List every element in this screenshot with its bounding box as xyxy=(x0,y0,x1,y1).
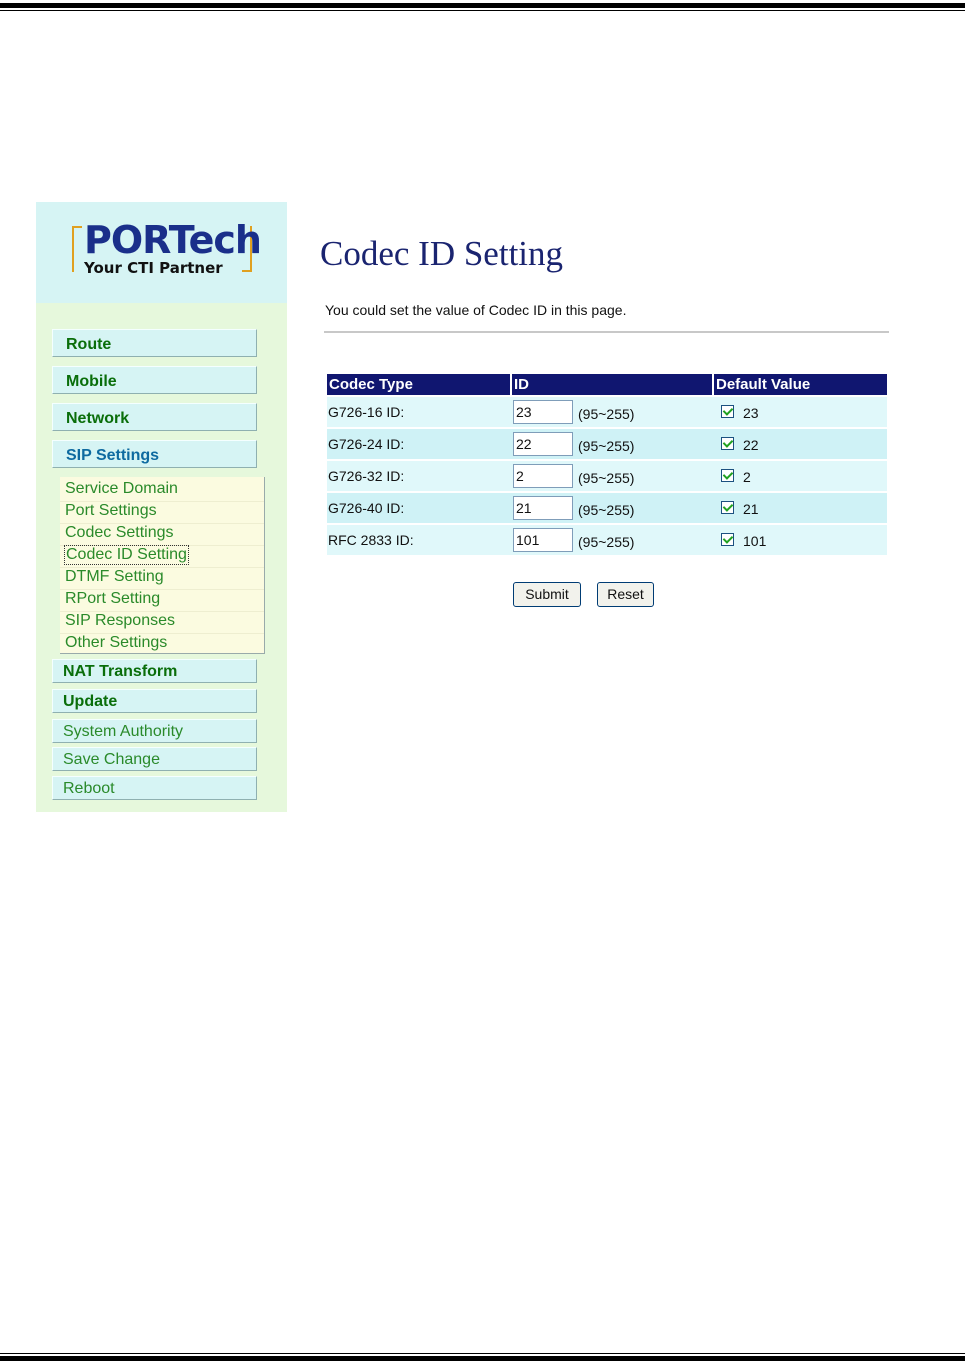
id-range: (95~255) xyxy=(578,534,635,550)
table-row xyxy=(327,429,887,459)
default-value: 22 xyxy=(743,437,759,453)
codec-id-input[interactable] xyxy=(513,528,573,552)
codec-label: G726-32 ID: xyxy=(328,468,405,484)
main-content xyxy=(287,202,920,812)
default-checkbox[interactable] xyxy=(721,469,734,482)
codec-id-input[interactable] xyxy=(513,496,573,520)
id-range: (95~255) xyxy=(578,470,635,486)
default-checkbox[interactable] xyxy=(721,405,734,418)
codec-label: G726-16 ID: xyxy=(328,404,405,420)
codec-id-input[interactable] xyxy=(513,464,573,488)
top-rule xyxy=(0,3,965,8)
header-id: ID xyxy=(514,376,529,393)
default-value: 23 xyxy=(743,405,759,421)
codec-label: G726-24 ID: xyxy=(328,436,405,452)
menu-reboot[interactable]: Reboot xyxy=(52,776,257,800)
logo-tagline: Your CTI Partner xyxy=(84,259,223,277)
logo-area xyxy=(36,202,287,303)
default-checkbox[interactable] xyxy=(721,501,734,514)
top-rule-thin xyxy=(0,10,965,11)
sidebar xyxy=(36,202,287,812)
codec-label: G726-40 ID: xyxy=(328,500,405,516)
table-row xyxy=(327,397,887,427)
submit-button[interactable]: Submit xyxy=(513,582,581,607)
bottom-rule-thin xyxy=(0,1353,965,1354)
submenu-sip-responses[interactable]: SIP Responses xyxy=(65,612,175,629)
menu-route[interactable]: Route xyxy=(52,329,257,357)
table-row xyxy=(327,461,887,491)
submenu-codec-settings[interactable]: Codec Settings xyxy=(65,524,174,541)
submenu-port-settings[interactable]: Port Settings xyxy=(65,502,157,519)
id-range: (95~255) xyxy=(578,406,635,422)
page-title: Codec ID Setting xyxy=(320,234,564,273)
default-value: 101 xyxy=(743,533,767,549)
submenu-rport-setting[interactable]: RPort Setting xyxy=(65,590,161,607)
divider xyxy=(324,331,889,333)
sip-submenu xyxy=(60,477,265,654)
submenu-service-domain[interactable]: Service Domain xyxy=(65,480,178,497)
menu-nat-transform[interactable]: NAT Transform xyxy=(52,659,257,683)
codec-id-input[interactable] xyxy=(513,432,573,456)
header-codec-type: Codec Type xyxy=(329,376,413,393)
codec-label: RFC 2833 ID: xyxy=(328,532,414,548)
table-row xyxy=(327,493,887,523)
menu-system-authority[interactable]: System Authority xyxy=(52,719,257,743)
default-checkbox[interactable] xyxy=(721,533,734,546)
default-value: 21 xyxy=(743,501,759,517)
menu-mobile[interactable]: Mobile xyxy=(52,366,257,394)
id-range: (95~255) xyxy=(578,438,635,454)
codec-id-input[interactable] xyxy=(513,400,573,424)
menu-save-change[interactable]: Save Change xyxy=(52,747,257,771)
logo: PORTech xyxy=(84,218,261,262)
submenu-dtmf-setting[interactable]: DTMF Setting xyxy=(65,568,164,585)
menu-update[interactable]: Update xyxy=(52,689,257,713)
page-description: You could set the value of Codec ID in this page. xyxy=(325,302,627,318)
table-header xyxy=(327,374,887,395)
header-default-value: Default Value xyxy=(716,376,811,393)
submenu-codec-id-setting[interactable]: Codec ID Setting xyxy=(66,546,187,563)
menu-sip-settings[interactable]: SIP Settings xyxy=(52,440,257,468)
bottom-rule xyxy=(0,1356,965,1361)
table-row xyxy=(327,525,887,555)
default-checkbox[interactable] xyxy=(721,437,734,450)
menu-network[interactable]: Network xyxy=(52,403,257,431)
default-value: 2 xyxy=(743,469,751,485)
id-range: (95~255) xyxy=(578,502,635,518)
submenu-other-settings[interactable]: Other Settings xyxy=(65,634,168,651)
reset-button[interactable]: Reset xyxy=(597,582,654,607)
